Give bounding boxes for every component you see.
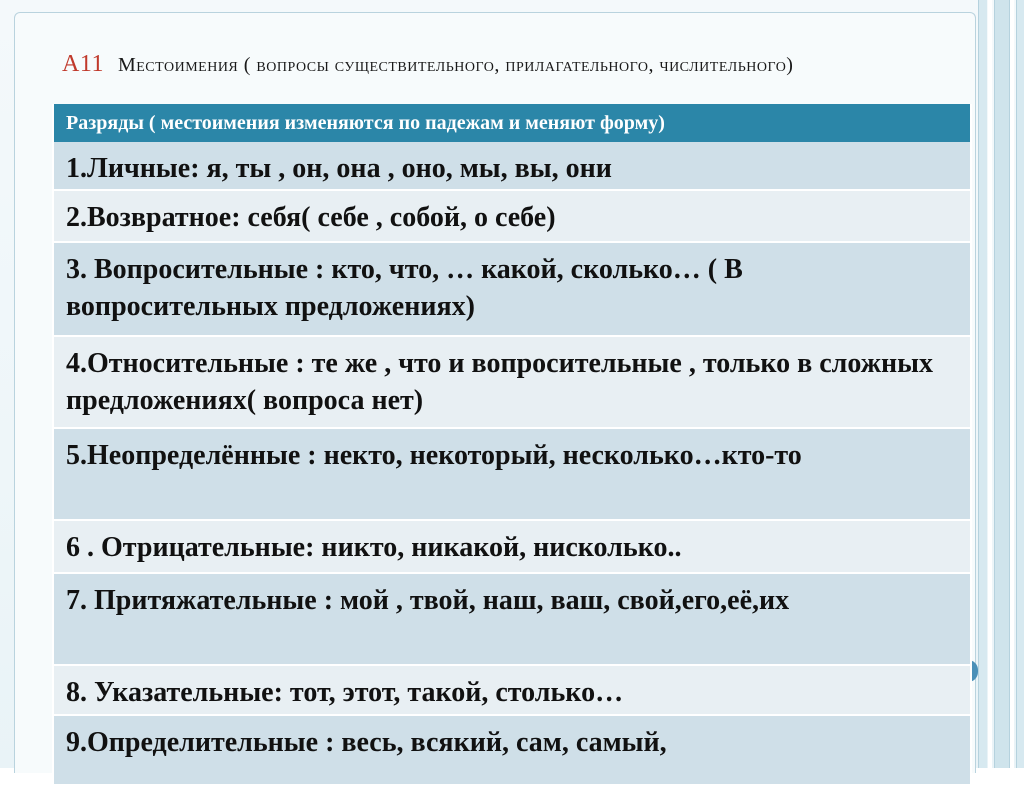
decor-stripe xyxy=(1010,0,1014,768)
decor-stripe xyxy=(978,0,987,768)
table-row: 6 . Отрицательные: никто, никакой, нисколько.. xyxy=(52,521,972,574)
decor-stripe xyxy=(994,0,1010,768)
decor-stripe xyxy=(1016,0,1024,768)
table-header: Разряды ( местоимения изменяются по падежам и меняют форму) xyxy=(52,104,972,142)
decor-stripe xyxy=(988,0,992,768)
table-row: 9.Определительные : весь, всякий, сам, самый, xyxy=(52,716,972,786)
slide-title xyxy=(62,50,962,79)
table-row: 2.Возвратное: себя( себе , собой, о себе) xyxy=(52,191,972,243)
table-row: 7. Притяжательные : мой , твой, наш, ваш, свой,его,её,их xyxy=(52,574,972,666)
title-text: Местоимения ( вопросы существительного, прилагательного, числительного) xyxy=(117,54,794,76)
table-row: 1.Личные: я, ты , он, она , оно, мы, вы, они xyxy=(52,142,972,191)
table-row: 5.Неопределённые : некто, некоторый, несколько…кто-то xyxy=(52,429,972,521)
title-code: А11 xyxy=(62,51,104,77)
pronoun-table xyxy=(52,104,972,786)
table-row: 3. Вопросительные : кто, что, … какой, сколько… ( В вопросительных предложениях) xyxy=(52,243,972,337)
table-row: 4.Относительные : те же , что и вопросительные , только в сложных предложениях( вопроса нет) xyxy=(52,337,972,429)
table-row: 8. Указательные: тот, этот, такой, столько… xyxy=(52,666,972,716)
